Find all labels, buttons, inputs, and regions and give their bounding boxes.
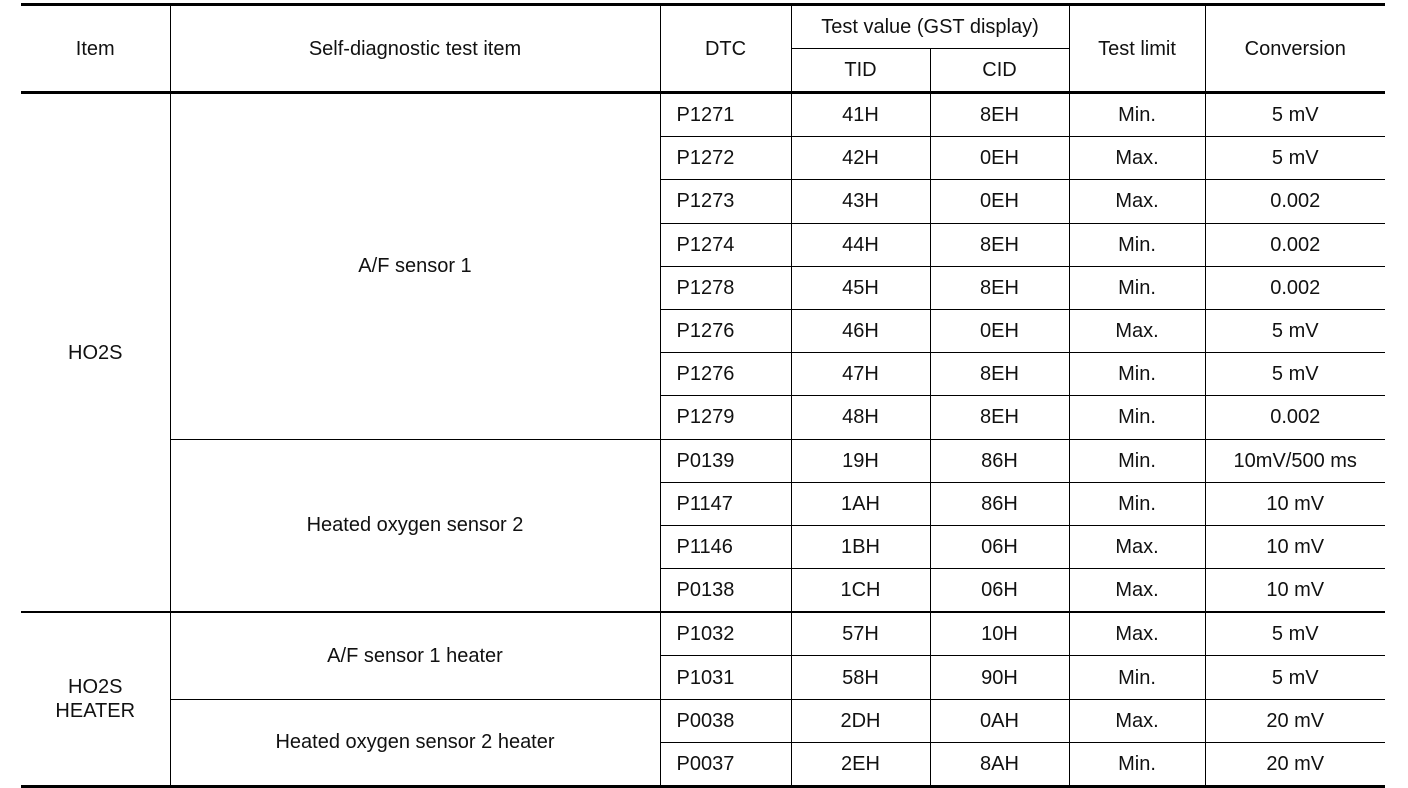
tid-cell: 1AH [791, 482, 930, 525]
test-limit-cell: Max. [1069, 699, 1205, 742]
conversion-cell: 5 mV [1205, 93, 1385, 137]
tid-cell: 44H [791, 223, 930, 266]
dtc-cell: P1279 [660, 396, 791, 439]
cid-cell: 10H [930, 612, 1069, 656]
test-limit-cell: Max. [1069, 309, 1205, 352]
conversion-cell: 10 mV [1205, 482, 1385, 525]
test-limit-cell: Max. [1069, 180, 1205, 223]
conversion-cell: 5 mV [1205, 656, 1385, 699]
dtc-cell: P1147 [660, 482, 791, 525]
conversion-cell: 5 mV [1205, 353, 1385, 396]
diagnostic-table-container [21, 3, 1385, 788]
conversion-cell: 5 mV [1205, 137, 1385, 180]
test-item-cell: Heated oxygen sensor 2 heater [170, 699, 660, 786]
tid-cell: 43H [791, 180, 930, 223]
cid-cell: 8EH [930, 396, 1069, 439]
dtc-cell: P1271 [660, 93, 791, 137]
cid-cell: 8AH [930, 742, 1069, 786]
tid-cell: 41H [791, 93, 930, 137]
table-row [21, 439, 1385, 482]
cid-cell: 0EH [930, 309, 1069, 352]
test-limit-cell: Min. [1069, 742, 1205, 786]
dtc-cell: P1274 [660, 223, 791, 266]
tid-cell: 45H [791, 266, 930, 309]
dtc-cell: P0139 [660, 439, 791, 482]
test-limit-cell: Min. [1069, 93, 1205, 137]
test-limit-cell: Max. [1069, 525, 1205, 568]
tid-cell: 58H [791, 656, 930, 699]
header-tid: TID [791, 49, 930, 93]
test-limit-cell: Max. [1069, 569, 1205, 613]
test-limit-cell: Max. [1069, 612, 1205, 656]
cid-cell: 0AH [930, 699, 1069, 742]
header-item: Item [21, 5, 170, 93]
dtc-cell: P1272 [660, 137, 791, 180]
tid-cell: 1CH [791, 569, 930, 613]
conversion-cell: 10 mV [1205, 569, 1385, 613]
tid-cell: 42H [791, 137, 930, 180]
test-limit-cell: Min. [1069, 353, 1205, 396]
conversion-cell: 5 mV [1205, 309, 1385, 352]
tid-cell: 1BH [791, 525, 930, 568]
cid-cell: 0EH [930, 180, 1069, 223]
test-limit-cell: Min. [1069, 482, 1205, 525]
test-item-cell: A/F sensor 1 [170, 93, 660, 440]
dtc-cell: P1032 [660, 612, 791, 656]
conversion-cell: 10 mV [1205, 525, 1385, 568]
header-cid: CID [930, 49, 1069, 93]
conversion-cell: 0.002 [1205, 396, 1385, 439]
header-self-diag-item: Self-diagnostic test item [170, 5, 660, 93]
dtc-cell: P0037 [660, 742, 791, 786]
conversion-cell: 0.002 [1205, 180, 1385, 223]
header-row-1 [21, 5, 1385, 49]
test-limit-cell: Min. [1069, 439, 1205, 482]
cid-cell: 86H [930, 439, 1069, 482]
tid-cell: 2DH [791, 699, 930, 742]
tid-cell: 19H [791, 439, 930, 482]
tid-cell: 2EH [791, 742, 930, 786]
cid-cell: 8EH [930, 266, 1069, 309]
dtc-cell: P1273 [660, 180, 791, 223]
table-header [21, 5, 1385, 93]
header-test-value: Test value (GST display) [791, 5, 1069, 49]
header-dtc: DTC [660, 5, 791, 93]
cid-cell: 06H [930, 525, 1069, 568]
test-item-cell: Heated oxygen sensor 2 [170, 439, 660, 612]
table-row [21, 699, 1385, 742]
test-limit-cell: Max. [1069, 137, 1205, 180]
conversion-cell: 0.002 [1205, 223, 1385, 266]
tid-cell: 46H [791, 309, 930, 352]
cid-cell: 86H [930, 482, 1069, 525]
dtc-cell: P0038 [660, 699, 791, 742]
cid-cell: 90H [930, 656, 1069, 699]
test-item-cell: A/F sensor 1 heater [170, 612, 660, 699]
dtc-cell: P1278 [660, 266, 791, 309]
cid-cell: 8EH [930, 223, 1069, 266]
tid-cell: 47H [791, 353, 930, 396]
item-cell: HO2S HEATER [21, 612, 170, 786]
test-limit-cell: Min. [1069, 223, 1205, 266]
conversion-cell: 20 mV [1205, 699, 1385, 742]
conversion-cell: 5 mV [1205, 612, 1385, 656]
header-test-limit: Test limit [1069, 5, 1205, 93]
tid-cell: 57H [791, 612, 930, 656]
tid-cell: 48H [791, 396, 930, 439]
dtc-cell: P1276 [660, 309, 791, 352]
dtc-cell: P0138 [660, 569, 791, 613]
cid-cell: 8EH [930, 93, 1069, 137]
test-limit-cell: Min. [1069, 656, 1205, 699]
dtc-cell: P1276 [660, 353, 791, 396]
test-limit-cell: Min. [1069, 266, 1205, 309]
test-limit-cell: Min. [1069, 396, 1205, 439]
table-row [21, 93, 1385, 137]
conversion-cell: 20 mV [1205, 742, 1385, 786]
table-row [21, 612, 1385, 656]
self-diagnostic-table [21, 3, 1385, 788]
conversion-cell: 0.002 [1205, 266, 1385, 309]
item-cell: HO2S [21, 93, 170, 613]
table-body [21, 93, 1385, 787]
conversion-cell: 10mV/500 ms [1205, 439, 1385, 482]
dtc-cell: P1146 [660, 525, 791, 568]
cid-cell: 0EH [930, 137, 1069, 180]
dtc-cell: P1031 [660, 656, 791, 699]
header-conversion: Conversion [1205, 5, 1385, 93]
cid-cell: 8EH [930, 353, 1069, 396]
cid-cell: 06H [930, 569, 1069, 613]
